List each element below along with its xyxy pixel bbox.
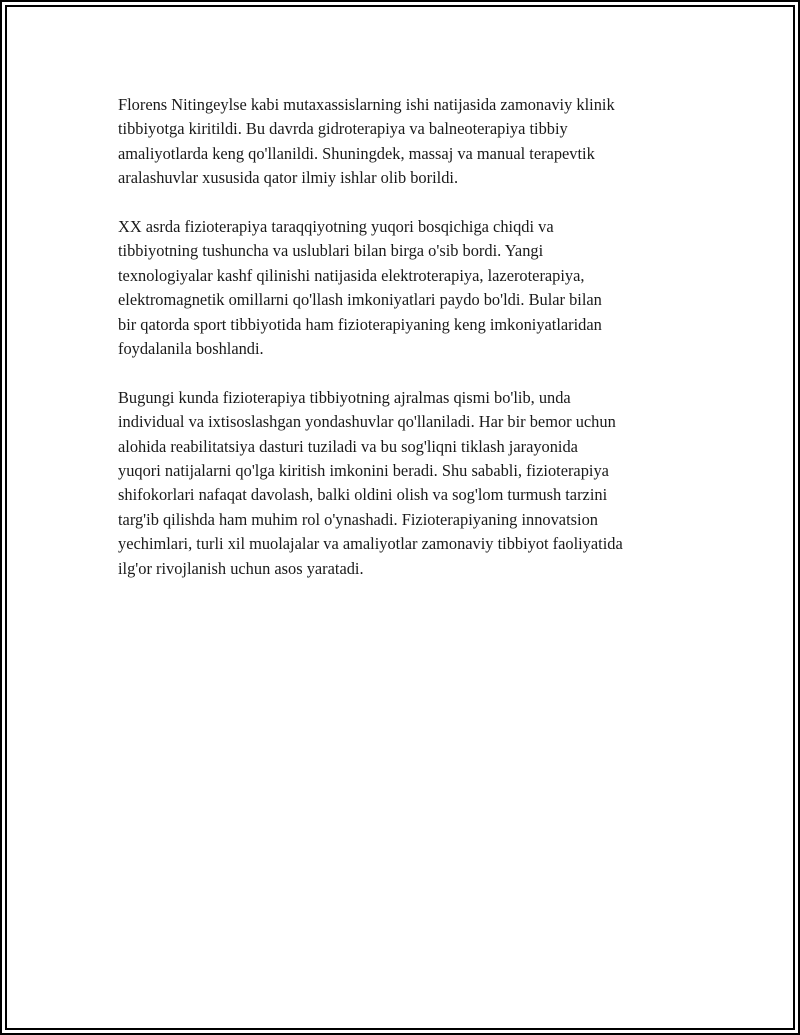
text-line: XX asrda fizioterapiya taraqqiyotning yuqori bosqichiga chiqdi va xyxy=(118,217,554,237)
text-line: targ'ib qilishda ham muhim rol o'ynashadi. Fizioterapiyaning innovatsion xyxy=(118,509,598,529)
text-line: elektromagnetik omillarni qo'llash imkoniyatlari paydo bo'ldi. Bular bilan xyxy=(118,290,602,310)
paragraph-3 xyxy=(118,386,698,581)
text-line: foydalanila boshlandi. xyxy=(118,339,264,359)
text-line: Florens Nitingeylse kabi mutaxassislarning ishi natijasida zamonaviy klinik xyxy=(118,95,615,114)
text-line: alohida reabilitatsiya dasturi tuziladi va bu sog'liqni tiklash jarayonida xyxy=(118,436,578,456)
text-line: tibbiyotning tushuncha va uslublari bilan birga o'sib bordi. Yangi xyxy=(118,241,544,261)
document-body xyxy=(118,93,698,605)
text-line: aralashuvlar xususida qator ilmiy ishlar olib borildi. xyxy=(118,168,459,188)
text-line: shifokorlari nafaqat davolash, balki oldini olish va sog'lom turmush tarzini xyxy=(118,485,608,505)
text-line: amaliyotlarda keng qo'llanildi. Shuningdek, massaj va manual terapevtik xyxy=(118,143,595,163)
text-line: ilg'or rivojlanish uchun asos yaratadi. xyxy=(118,558,364,578)
text-line: yuqori natijalarni qo'lga kiritish imkonini beradi. Shu sababli, fizioterapiya xyxy=(118,461,609,481)
paragraph-2 xyxy=(118,215,698,361)
text-line: bir qatorda sport tibbiyotida ham fizioterapiyaning keng imkoniyatlaridan xyxy=(118,314,602,334)
text-line: yechimlari, turli xil muolajalar va amaliyotlar zamonaviy tibbiyot faoliyatida xyxy=(118,534,623,554)
text-line: tibbiyotga kiritildi. Bu davrda gidroterapiya va balneoterapiya tibbiy xyxy=(118,119,568,139)
text-line: individual va ixtisoslashgan yondashuvlar qo'llaniladi. Har bir bemor uchun xyxy=(118,412,616,432)
paragraph-1 xyxy=(118,93,698,191)
text-line: Bugungi kunda fizioterapiya tibbiyotning ajralmas qismi bo'lib, unda xyxy=(118,387,571,407)
text-line: texnologiyalar kashf qilinishi natijasida elektroterapiya, lazeroterapiya, xyxy=(118,265,585,285)
